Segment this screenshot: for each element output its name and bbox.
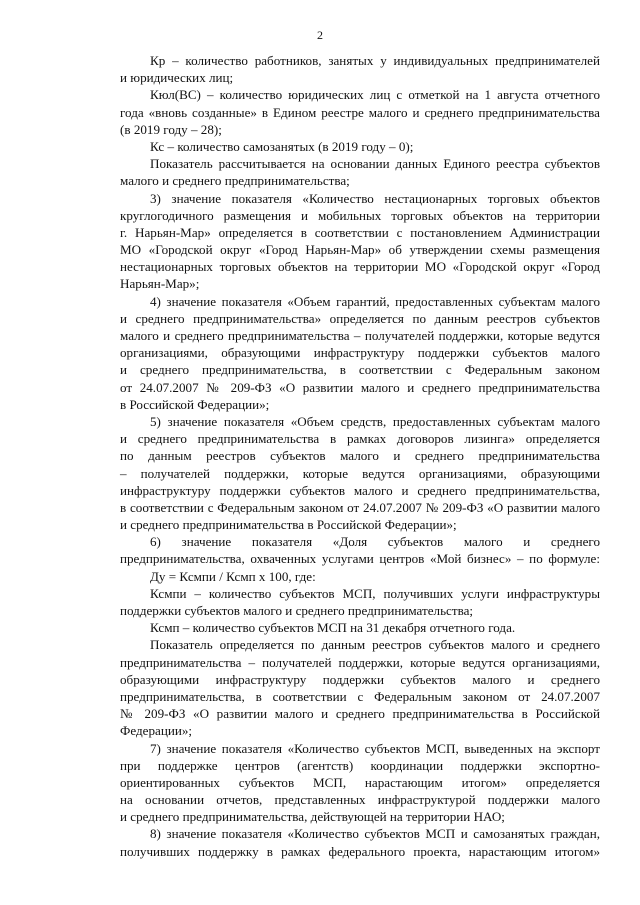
text-line: МО «Городской округ «Город Нарьян-Мар» об утверждении схемы размещения [120, 242, 600, 258]
text-line: малого и среднего предпринимательства – получателей поддержки, которые ведутся [120, 328, 600, 343]
text-line: предпринимательства, в соответствии с Федеральным законом от 24.07.2007 [120, 688, 600, 704]
text-line: 7) значение показателя «Количество субъектов МСП, выведенных на экспорт [150, 740, 600, 756]
document-body [120, 52, 600, 860]
text-line: и среднего предпринимательства, действующей на территории НАО; [120, 809, 505, 825]
text-line: образующими инфраструктуру поддержки субъектов малого и среднего [120, 671, 600, 687]
text-line: № 209-ФЗ «О развитии малого и среднего предпринимательства в Российской [120, 706, 600, 722]
text-line: Нарьян-Мар»; [120, 276, 200, 292]
text-line: поддержки субъектов малого и среднего предпринимательства; [120, 603, 474, 618]
text-line: нестационарных торговых объектов на территории МО «Городской округ «Город [120, 259, 600, 275]
page-number: 2 [317, 28, 323, 42]
text-line: предпринимательства – получателей поддержки, которые ведутся организациями, [120, 654, 600, 670]
text-line: малого и среднего предпринимательства; [120, 173, 350, 189]
text-line: 6) значение показателя «Доля субъектов малого и среднего [150, 534, 600, 550]
text-line: и среднего предпринимательства в рамках договоров лизинга» определяется [120, 431, 600, 447]
text-line: (в 2019 году – 28); [120, 121, 222, 137]
text-line: – получателей поддержки, которые ведутся организациями, образующими [120, 465, 600, 481]
text-line: 5) значение показателя «Объем средств, предоставленных субъектам малого [150, 413, 600, 429]
text-line: и среднего предпринимательства, в соответствии с Федеральным законом [120, 362, 600, 378]
text-line: Кюл(ВС) – количество юридических лиц с отметкой на 1 августа отчетного [150, 87, 600, 103]
text-line: Ду = Ксмпи / Ксмп х 100, где: [150, 568, 316, 584]
text-line: 4) значение показателя «Объем гарантий, предоставленных субъектам малого [150, 293, 600, 309]
text-line: Показатель определяется по данным реестров субъектов малого и среднего [150, 637, 600, 653]
text-line: и среднего предпринимательства» определяется по данным реестров субъектов [120, 310, 600, 326]
text-line: в соответствии с Федеральным законом от 24.07.2007 № 209-ФЗ «О развитии малого [120, 499, 600, 515]
text-line: Кс – количество самозанятых (в 2019 году – 0); [150, 138, 414, 154]
text-line: при поддержке центров (агентств) координации поддержки экспортно- [120, 757, 600, 773]
text-line: Федерации»; [120, 723, 193, 739]
text-line: Кр – количество работников, занятых у индивидуальных предпринимателей [150, 53, 600, 68]
text-line: Ксмп – количество субъектов МСП на 31 декабря отчетного года. [150, 620, 516, 636]
text-line: на основании отчетов, представленных инфраструктурой поддержки малого [120, 792, 600, 808]
text-line: 3) значение показателя «Количество нестационарных торговых объектов [150, 190, 600, 206]
text-line: круглогодичного размещения и мобильных торговых объектов на территории [120, 207, 600, 223]
text-line: и среднего предпринимательства в Российской Федерации»; [120, 517, 457, 533]
text-line: Ксмпи – количество субъектов МСП, получивших услуги инфраструктуры [150, 585, 600, 601]
text-line: ориентированных субъектов МСП, нарастающим итогом» определяется [120, 774, 600, 790]
text-line: в Российской Федерации»; [120, 396, 270, 412]
text-line: организациями, образующими инфраструктуру поддержки субъектов малого [120, 345, 600, 361]
text-line: получивших поддержку в рамках федерального проекта, нарастающим итогом» [120, 843, 600, 859]
text-line: года «вновь созданные» в Едином реестре малого и среднего предпринимательства [120, 104, 600, 120]
text-line: 8) значение показателя «Количество субъектов МСП и самозанятых граждан, [150, 826, 600, 842]
text-line: предпринимательства, охваченных услугами центров «Мой бизнес» – по формуле: [120, 551, 600, 567]
text-line: и юридических лиц; [120, 70, 234, 86]
text-line: по данным реестров субъектов малого и среднего предпринимательства [120, 448, 600, 464]
text-line: Показатель рассчитывается на основании данных Единого реестра субъектов [150, 156, 600, 172]
text-line: от 24.07.2007 № 209-ФЗ «О развитии малого и среднего предпринимательства [120, 379, 600, 395]
text-line: г. Нарьян-Мар» определяется в соответствии с постановлением Администрации [120, 224, 600, 240]
text-line: инфраструктуру поддержки субъектов малого и среднего предпринимательства, [120, 482, 600, 498]
